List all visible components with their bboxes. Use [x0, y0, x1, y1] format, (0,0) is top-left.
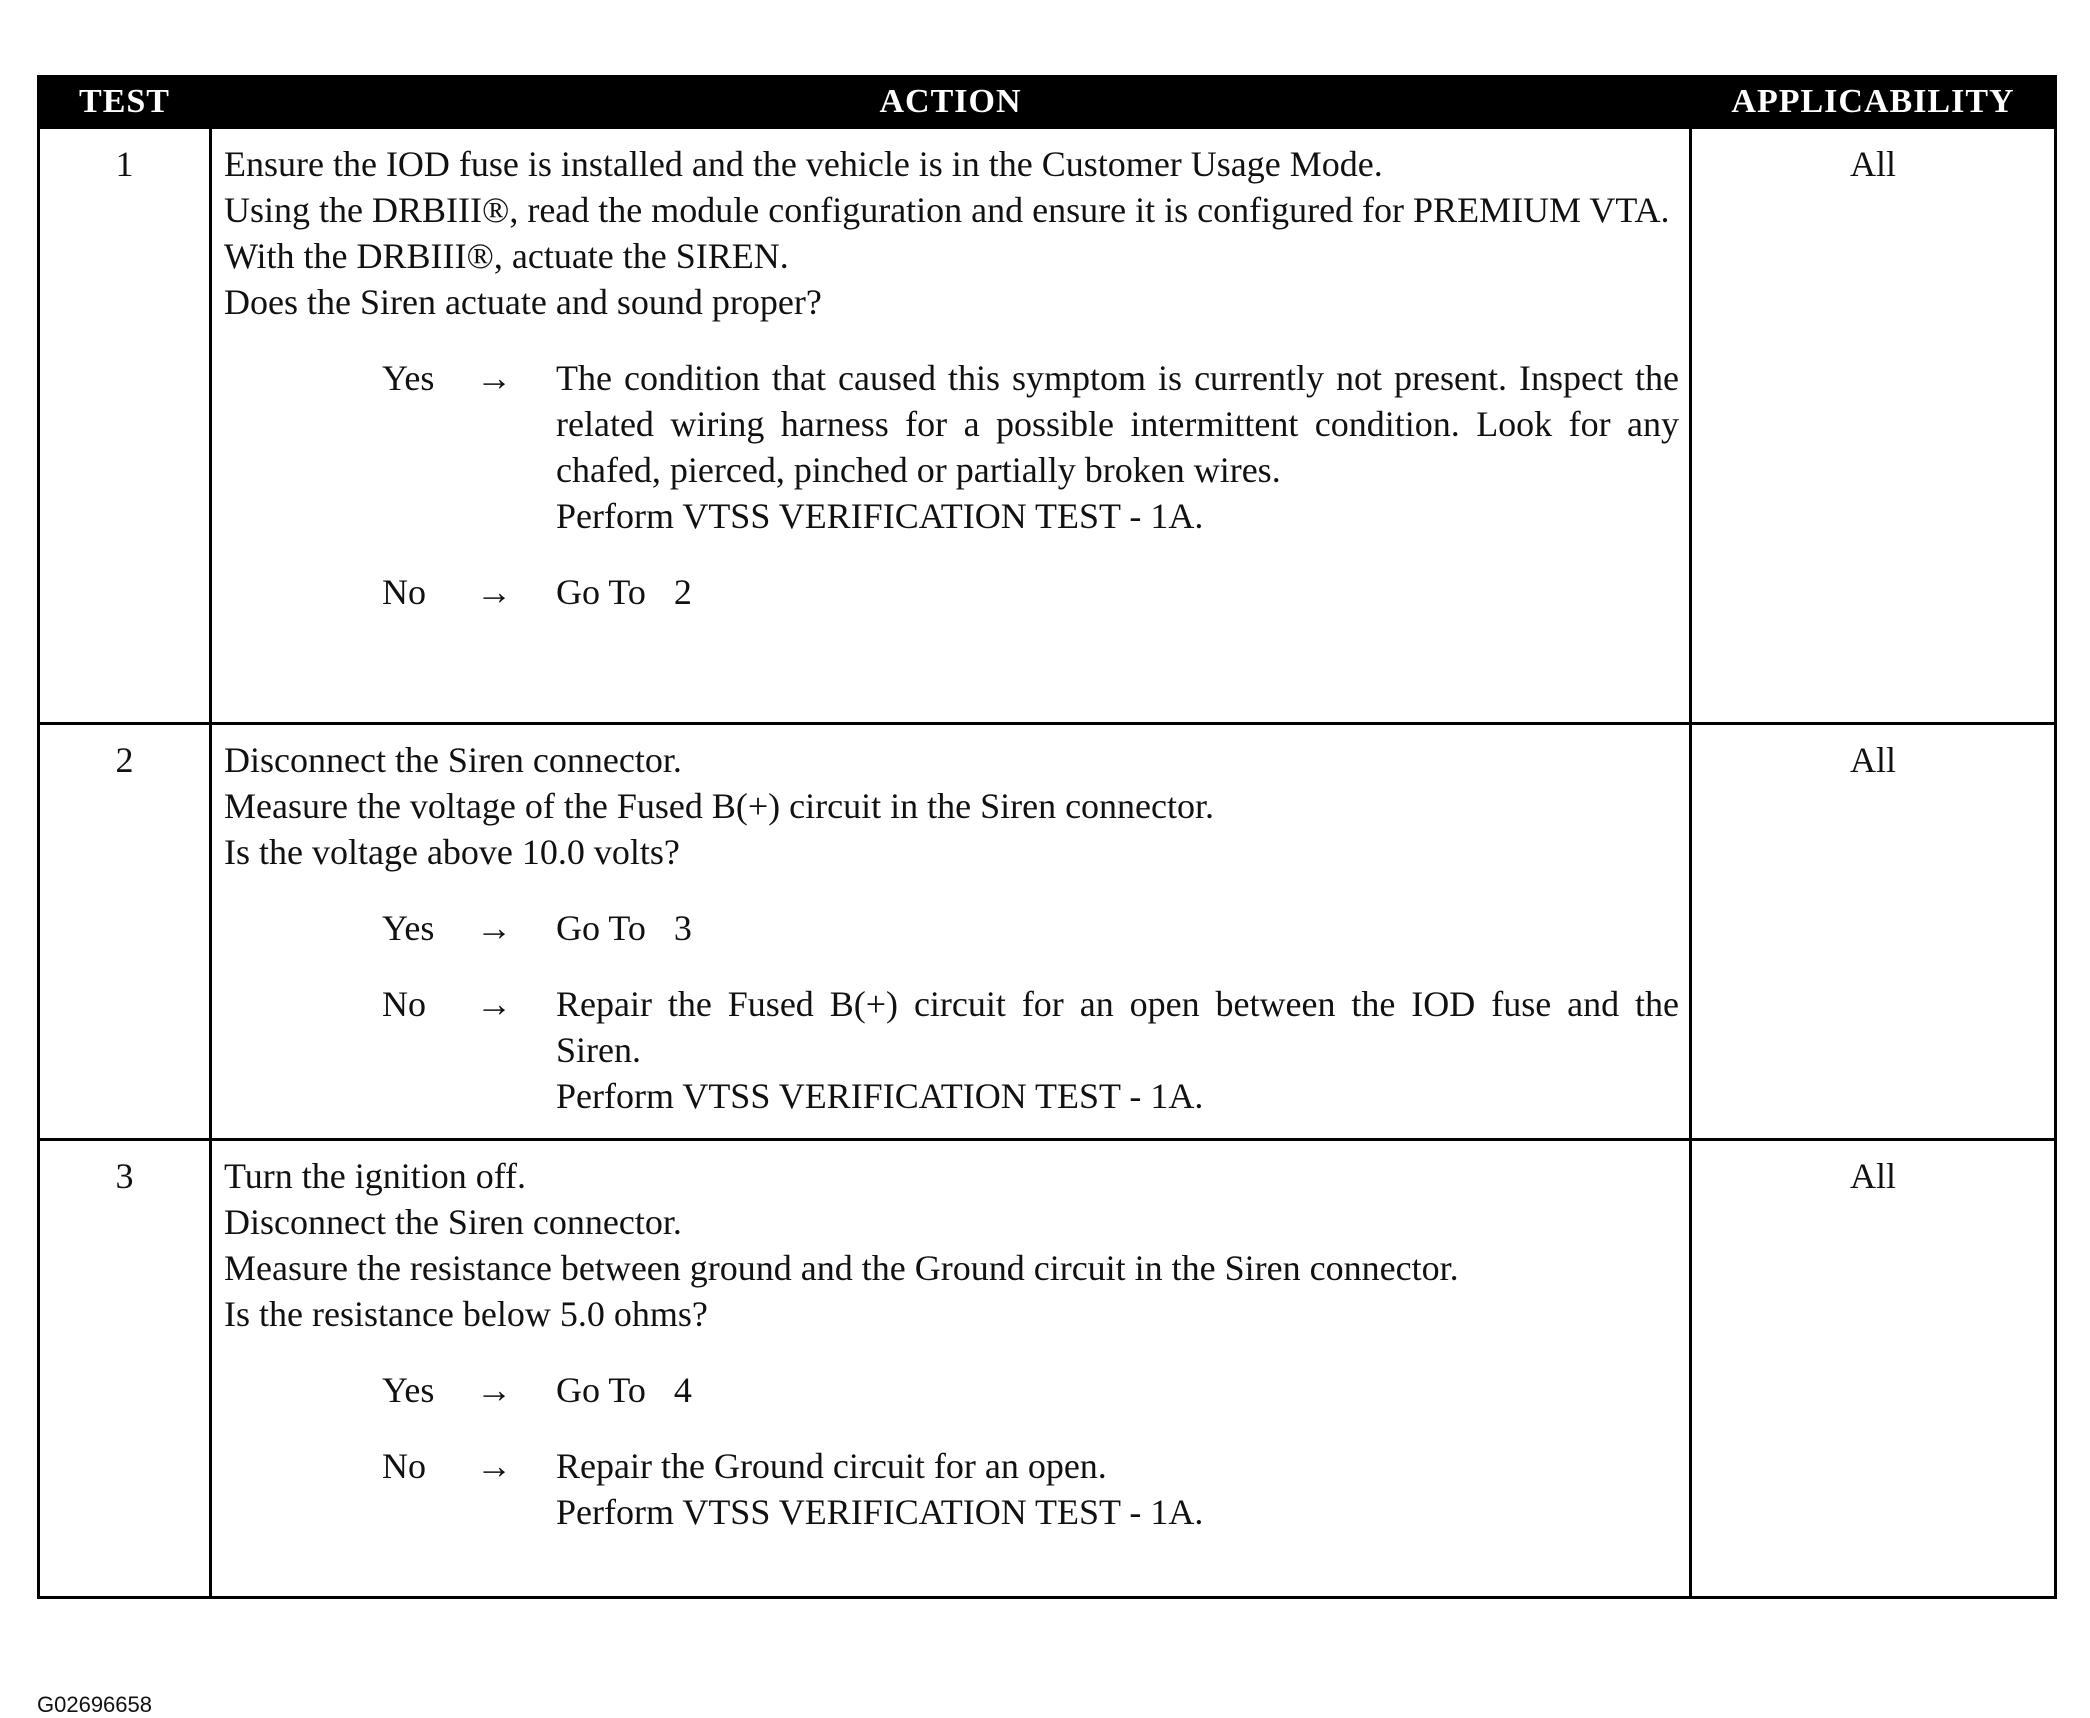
instruction-text: Disconnect the Siren connector. — [224, 1202, 682, 1242]
outcome-no — [224, 981, 1679, 1119]
table-row — [39, 724, 2056, 1140]
table-row — [39, 128, 2056, 724]
diagnostic-test-table — [37, 75, 2057, 1599]
instruction-text: Turn the ignition off. — [224, 1156, 527, 1196]
instruction-text: With the DRBIII®, actuate the SIREN. — [224, 236, 789, 276]
outcome-no — [224, 1443, 1679, 1535]
right-arrow-icon: → — [476, 358, 512, 398]
right-arrow-icon: → — [476, 572, 512, 612]
table-body — [39, 128, 2056, 1598]
outcome-list — [224, 355, 1679, 615]
test-number: 2 — [39, 724, 211, 1140]
outcome-line: Perform VTSS VERIFICATION TEST - 1A. — [556, 1492, 1204, 1532]
outcome-label: No — [382, 984, 426, 1024]
action-cell — [211, 1140, 1691, 1598]
outcome-text — [556, 981, 1679, 1119]
header-test: TEST — [39, 77, 211, 128]
goto-number: 4 — [673, 1370, 692, 1410]
outcome-label: Yes — [382, 908, 435, 948]
applicability-value: All — [1691, 724, 2056, 1140]
action-cell — [211, 724, 1691, 1140]
outcome-list — [224, 1367, 1679, 1535]
table-header — [39, 77, 2056, 128]
right-arrow-icon: → — [476, 1446, 512, 1486]
instruction-text: Is the resistance below 5.0 ohms? — [224, 1294, 708, 1334]
header-applicability: APPLICABILITY — [1691, 77, 2056, 128]
goto-text: Go To — [556, 1370, 646, 1410]
table-row — [39, 1140, 2056, 1598]
right-arrow-icon: → — [476, 984, 512, 1024]
right-arrow-icon: → — [476, 908, 512, 948]
header-row — [39, 77, 2056, 128]
outcome-text — [556, 355, 1679, 539]
outcome-yes — [224, 1367, 1679, 1413]
instruction-text: Ensure the IOD fuse is installed and the vehicle is in the Customer Usage Mode. — [224, 144, 1383, 184]
outcome-label: Yes — [382, 1370, 435, 1410]
figure-code: G02696658 — [37, 1692, 152, 1717]
test-number: 3 — [39, 1140, 211, 1598]
outcome-line: Perform VTSS VERIFICATION TEST - 1A. — [556, 496, 1204, 536]
instruction-text: Using the DRBIII®, read the module configuration and ensure it is configured for PREMIUM VTA. — [224, 190, 1670, 230]
goto-text: Go To — [556, 572, 646, 612]
instruction-text: Disconnect the Siren connector. — [224, 740, 682, 780]
applicability-value: All — [1691, 1140, 2056, 1598]
outcome-label: No — [382, 572, 426, 612]
outcome-line: The condition that caused this symptom is currently not present. Inspect the related wiring harness for a possible intermittent condition. Look for any chafed, pierced, pinched or partially broken wires. — [556, 358, 1679, 490]
outcome-yes — [224, 355, 1679, 539]
right-arrow-icon: → — [476, 1370, 512, 1410]
diagnostic-sheet — [37, 75, 2054, 1717]
outcome-line: Repair the Ground circuit for an open. — [556, 1446, 1107, 1486]
outcome-text — [556, 569, 1679, 615]
test-number: 1 — [39, 128, 211, 724]
applicability-value: All — [1691, 128, 2056, 724]
outcome-label: Yes — [382, 358, 435, 398]
outcome-line: Repair the Fused B(+) circuit for an open between the IOD fuse and the Siren. — [556, 984, 1679, 1070]
outcome-label: No — [382, 1446, 426, 1486]
outcome-text — [556, 905, 1679, 951]
outcome-text — [556, 1443, 1679, 1535]
instruction-text: Measure the resistance between ground and the Ground circuit in the Siren connector. — [224, 1248, 1459, 1288]
outcome-yes — [224, 905, 1679, 951]
header-action: ACTION — [211, 77, 1691, 128]
outcome-list — [224, 905, 1679, 1119]
outcome-text — [556, 1367, 1679, 1413]
outcome-line: Perform VTSS VERIFICATION TEST - 1A. — [556, 1076, 1204, 1116]
instruction-text: Is the voltage above 10.0 volts? — [224, 832, 680, 872]
outcome-no — [224, 569, 1679, 615]
instruction-text: Does the Siren actuate and sound proper? — [224, 282, 822, 322]
goto-text: Go To — [556, 908, 646, 948]
instruction-text: Measure the voltage of the Fused B(+) circuit in the Siren connector. — [224, 786, 1215, 826]
goto-number: 2 — [673, 572, 692, 612]
action-cell — [211, 128, 1691, 724]
goto-number: 3 — [673, 908, 692, 948]
